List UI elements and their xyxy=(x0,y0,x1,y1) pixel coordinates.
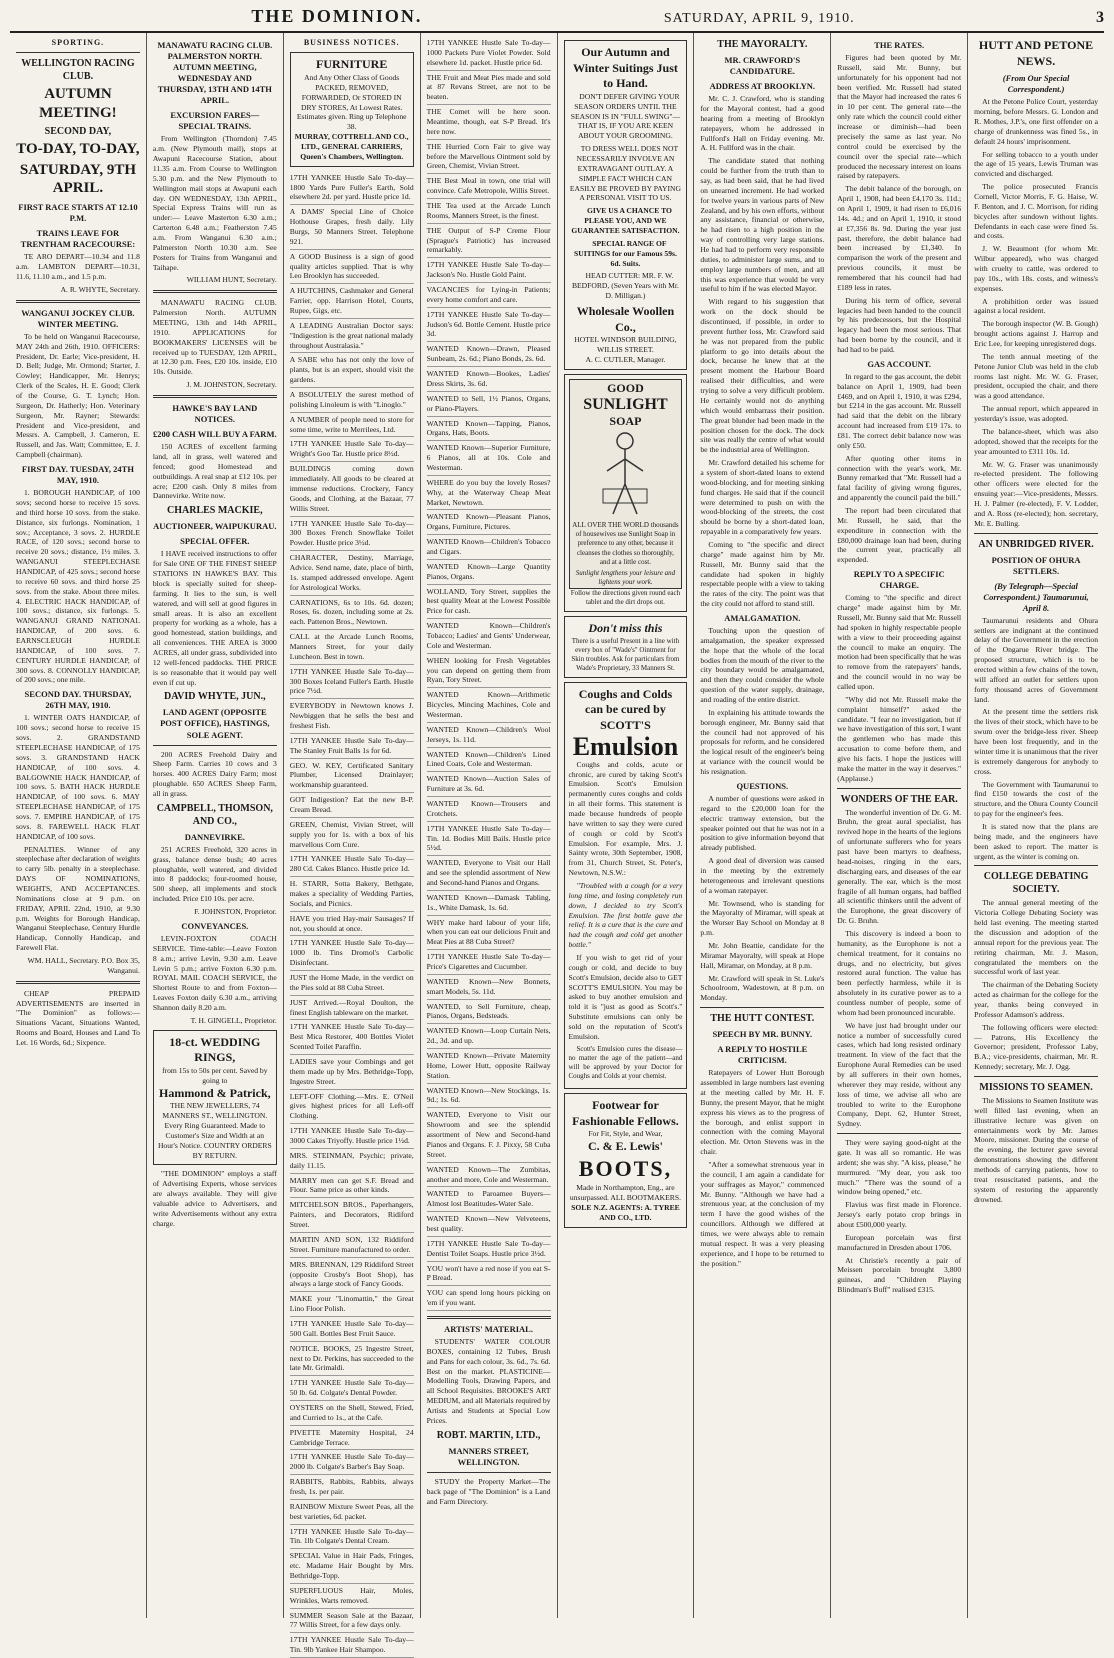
second-day-heading: SECOND DAY. THURSDAY, 26TH MAY, 1910. xyxy=(24,689,132,711)
woollen-co-manager: A. C. CUTLER, Manager. xyxy=(585,354,666,364)
trains-text: TE ARO DEPART—10.34 and 11.8 a.m. LAMBTON DEPART—10.31, 11.6, 11.10 a.m., and 1.5 p.m. xyxy=(16,252,140,282)
classified-ad: A LEADING Australian Doctor says: "Indigestion is the great national malady throughout Australasia." xyxy=(290,319,414,354)
paragraph: At Christie's recently a pair of Meissen porcelain brought 3,800 guineas, and "Children Playing Blindman's Buff" realised £315. xyxy=(837,1255,962,1295)
classified-ad: YOU won't have a red nose if you eat S-P Bread. xyxy=(427,1262,551,1287)
article-title: THE MAYORALTY. xyxy=(717,39,808,50)
paragraph: The annual report, which appeared in yesterday's issue, was adopted. xyxy=(974,404,1098,424)
classified-ad: THE Tea used at the Arcade Lunch Rooms, Manners Street, is the finest. xyxy=(427,199,551,224)
article-subtitle-2: ADDRESS AT BROOKLYN. xyxy=(709,81,816,92)
dominion-notice: "THE DOMINION" employs a staff of Advertising Experts, whose services are always available. They will give valuable advice to Advertisers, and write Advertisements without any extra charge. xyxy=(152,1169,277,1228)
article-subtitle: MR. CRAWFORD'S CANDIDATURE. xyxy=(724,55,801,77)
article-subtitle: SPEECH BY MR. BUNNY. xyxy=(712,1029,813,1040)
soap-good: GOOD xyxy=(607,380,644,395)
furniture-text: And Any Other Class of Goods PACKED, REMOVED, FORWARDED, Or STORED IN DRY STORES, At Lowest Rates. Estimates given. Ring up Telephone 38. xyxy=(296,72,407,132)
study-notice: STUDY the Property Market—The back page of "The Dominion" is a Land and Farm Directory. xyxy=(426,1476,551,1506)
article-title: COLLEGE DEBATING SOCIETY. xyxy=(983,871,1089,896)
paragraph: Mr. Crawford detailed his scheme for a system of short-dated loans to extend wood-blocking, and for meeting sinking fund charges. He said that if the council were determined to push on with the wood-blocking of the streets, the cost should be borne by a short-dated loan, repayable in a comparatively few years. xyxy=(700,458,825,537)
classified-ad: 17TH YANKEE Hustle Sale To-day—The Stanley Fruit Balls 1s for 6d. xyxy=(290,734,414,759)
woollen-co-name: Wholesale Woollen Co., xyxy=(576,303,675,334)
wades-text: There is a useful Present in a line with every box of "Wade's" Ointment for Skin troubles. Ask for particulars from Wade's Proprietary, 33 Manners St. xyxy=(571,636,680,672)
paragraph: J. W. Beaumont (for whom Mr. Wilbur appeared), who was charged with cruelty to cattle, was ordered to pay 10s., with 18s. costs, and witness's expenses. xyxy=(974,244,1098,293)
classified-ad: SUPERFLUOUS Hair, Moles, Wrinkles, Warts removed. xyxy=(290,1584,414,1609)
suitings-range: SPECIAL RANGE OF SUITINGS for our Famous 59s. 6d. Suits. xyxy=(573,238,677,268)
scotts-text-2: If you wish to get rid of your cough or cold, and decide to buy Scott's Emulsion, decide also to GET SCOTT'S EMULSION. You may be asked to buy another emulsion and told it is "just as good as Scott's." Substitute emulsions can only be sold on the reputation of Scott's Emulsion. xyxy=(568,953,683,1041)
classified-ad: A HUTCHINS, Cashmaker and General Farrier, opp. Harrison Hotel, Courts, Rupee, Gigs, etc. xyxy=(290,284,414,319)
paragraph: Mr. C. J. Crawford, who is standing for the Mayoral contest, had a good hearing from a meeting of Brooklyn ratepayers, whom he addressed in Fullford's Hall on Friday evening. Mr. A. H. Fullford was in the chair. xyxy=(700,94,825,153)
furniture-heading: FURNITURE xyxy=(316,57,388,72)
classified-ad: JUST Arrived.—Royal Doulton, the finest English tableware on the market. xyxy=(290,996,414,1021)
classified-ad: WHEN looking for Fresh Vegetables you can depend on getting them from Ryan, Tory Street. xyxy=(427,654,551,689)
classified-ad: A BSOLUTELY the surest method of polishing Linoleum is with "Linoglo." xyxy=(290,388,414,413)
washerwoman-icon xyxy=(595,429,655,519)
classified-ad: GREEN, Chemist, Vivian Street, will supply you for 1s. with a box of his marvellous Corn Cure. xyxy=(290,818,414,853)
second-day-races: 1. WINTER OATS HANDICAP, of 100 sovs.; second horse to receive 15 sovs. 2. GRANDSTAND STEEPLECHASE HANDICAP, of 175 sovs. 3. GRANDSTAND HACK HANDICAP, of 100 sovs. 4. BALGOWNIE HACK HANDICAP, of 100 sovs. 5. BATH HACK HURDLE HANDICAP, of 100 sovs. 6. MAY STEEPLECHASE HANDICAP, of 175 sovs. 7. EMPIRE HANDICAP, of 175 sovs. 8. FAREWELL HACK FLAT HANDICAP, of 100 sovs. xyxy=(16,713,140,841)
soap-brand: SUNLIGHT xyxy=(583,396,668,414)
classified-ad: 17TH YANKEE Hustle Sale To-day—Tin. 1lb Colgate's Dental Cream. xyxy=(290,1525,414,1550)
classified-ad: WANTED Known—New Stockings, 1s. 9d.; 1s. 6d. xyxy=(427,1084,551,1109)
paragraph: Mr. Crawford will speak in St. Luke's Schoolroom, Wadestown, at 8 p.m. on Monday. xyxy=(700,973,825,1003)
paragraph: The borough inspector (W. B. Gough) brought actions against J. Harrop and Eric Lee, for keeping unregistered dogs. xyxy=(974,319,1098,349)
paragraph: Coming to "the specific and direct charge" made against him by Mr. Russell, Mr. Bunny said that Mr. Russell had spoken in highly respectable people with a view to their proceeding against the council to make an enquiry. The motion had been specifically that he was to remove from the ratepayers' hands, and the council would in no way be called upon. xyxy=(837,593,962,692)
classified-ad: 17TH YANKEE Hustle Sale To-day—50 lb. 6d. Colgate's Dental Powder. xyxy=(290,1376,414,1401)
suitings-text-2: TO DRESS WELL DOES NOT NECESSARILY INVOLVE AN EXTRAVAGANT OUTLAY. A SIMPLE FACT WHICH CAN EASILY BE PROVED BY PAYING A PERSONAL VISIT TO US. xyxy=(569,144,682,203)
paragraph: The balance-sheet, which was also adopted, showed that the receipts for the year amounted to £311 10s. 1d. xyxy=(974,426,1098,456)
column-business-notices xyxy=(284,33,421,1655)
classified-ad: WANTED Known—Trousers and Crotchets. xyxy=(427,797,551,822)
classified-ad: EVERYBODY in Newtown knows J. Newbiggen that he sells the best and freshest Fish. xyxy=(290,699,414,734)
scotts-text: Coughs and colds, acute or chronic, are cured by taking Scott's Emulsion. Scott's Emulsion permanently cures coughs and colds in all their forms. This statement is made because hundreds of people have written to say they were cured of cough or cold by Scott's Emulsion. For example, Mrs. J. Sainty wrote, 30th September, 1908, from 31, Church Street, St. Peter's, Newtown, N.S.W.: xyxy=(568,759,683,878)
trains-heading: TRAINS LEAVE FOR TRENTHAM RACECOURSE: xyxy=(20,228,136,250)
wanganui-text: To be held on Wanganui Racecourse, MAY 24th and 26th, 1910. OFFICERS: President, Dr. Earle; Vice-president, H. D. Bell; Judge, Mr. Ormond; Starter, J. Cowley; Handicapper, Mr. Henrys; Clerk of the Scales, H. E. Good; Clerk of the Course, G. T. Lynch; Hon. Surgeon, Dr. Hatherly; Hon. Veterinary Surgeon, Mr. Rayner; Stewards: President and Vice-president, and Messrs. A. Campbell, J. Cameron, E. Russell, and Jas. Watt; Committee, E. J. Campbell (chairman). xyxy=(16,331,140,460)
classified-ad: 17TH YANKEE Hustle Sale To-day—Wright's Goo Tar. Hustle price 8½d. xyxy=(290,437,414,462)
lewis-boots-ad xyxy=(564,1093,688,1228)
paragraph: The following officers were elected:— Patrons, His Excellency the Governor; president, Professor Laby, B.A.; vice-presidents, chairman, Mr. R. Kennedy; secretary, Mr. J. Ogg. xyxy=(974,1022,1098,1072)
subheading: THE RATES. xyxy=(874,40,925,50)
soap-directions: Follow the directions given round each tablet and the dirt drops out. xyxy=(570,588,681,606)
divider xyxy=(700,1007,824,1008)
article-title: MISSIONS TO SEAMEN. xyxy=(979,1081,1093,1093)
column-rates-ear xyxy=(831,33,968,1618)
paragraph: They were saying good-night at the gate. It was all so romantic. He was ardent; she was shy. "A kiss, please," he murmured. "My dear, you ask too much." "There was the sound of a window being opened," etc. xyxy=(837,1138,962,1197)
first-day-races: 1. BOROUGH HANDICAP, of 100 sovs; second horse to receive 15 sovs. and third horse 10 sovs. from the stake. Distance, six furlongs. Nomination, 1 sov.; Acceptance, 3 sovs. 2. HURDLE RACE, of 120 sovs.; second horse to receive 20 sovs.; distance, 1½ miles. 3. WANGANUI STEEPLECHASE HANDICAP, of 425 sovs.; second horse to receive 60 sovs. and third horse 25 sovs. from the stake. About three miles. 4. ELECTRIC HACK HANDICAP, of 100 sovs.; distance, six furlongs. 5. WANGANUI GRAND NATIONAL HANDICAP, of 200 sovs. 6. EARNSCLEUGH HURDLE HANDICAP, of 100 sovs. 7. CENTURY HURDLE HANDICAP, of 300 sovs. 8. CONNOLLY HANDICAP, of 200 sovs.; one mile. xyxy=(16,488,140,685)
classified-ad: MITCHELSON BROS., Paperhangers, Painters, and Decorators, Ridiford Street. xyxy=(290,1198,414,1233)
classified-ad: THE Best Meal in town, one trial will convince. Cafe Metropole, Willis Street. xyxy=(427,174,551,199)
column-sporting xyxy=(10,33,147,1618)
classified-ad: WANTED Known—Bookes, Ladies' Dress Skirts, 3s. 6d. xyxy=(427,367,551,392)
boots-sub: For Fit, Style, and Wear, xyxy=(588,1129,663,1139)
paragraph: At the Petone Police Court, yesterday morning, before Messrs. G. London and R. Mothes, J.P.'s, one first offender on a charge of drunkenness was fined 5s., in default 24 hours' imprisonment. xyxy=(974,97,1098,146)
divider xyxy=(16,981,140,984)
paragraph: Coming to "the specific and direct charge" made against him by Mr. Russell, Mr. Bunny said that the candidate had spoken in highly respectable people with a view to taking the rates of the city. The point was that the city could not afford to stand still. xyxy=(700,539,825,609)
special-offer-heading: SPECIAL OFFER. xyxy=(180,536,250,547)
race-date: SATURDAY, 9TH APRIL. xyxy=(19,161,137,197)
classified-ad: MARRY men can get S.F. Bread and Flour. Same price as other kinds. xyxy=(290,1174,414,1199)
day-label: SECOND DAY, xyxy=(44,125,112,137)
classified-ad: 17TH YANKEE Hustle Sale To-day—Best Mica Restorer, 400 Bottles Violet Scented Toilet Paraffin. xyxy=(290,1020,414,1055)
classified-ad: A SABE who has not only the love of plants, but is an expert, should visit the gardens. xyxy=(290,353,414,388)
classified-ad: LEFT-OFF Clothing.—Mrs. E. O'Neil gives highest prices for all Left-off Clothing. xyxy=(290,1090,414,1125)
classified-ad: MARTIN AND SON, 132 Riddiford Street. Furniture manufactured to order. xyxy=(290,1233,414,1258)
divider xyxy=(16,52,140,53)
advertiser-name: ROBT. MARTIN, LTD., xyxy=(436,1429,541,1441)
column-mayoralty xyxy=(694,33,831,1618)
woollen-co-address: HOTEL WINDSOR BUILDING, WILLIS STREET. xyxy=(574,335,677,355)
newspaper-title: THE DOMINION. xyxy=(251,6,423,26)
classified-ad: WANTED Known—Superior Furniture, 6 Pianos, all at 10s. Cole and Westerman. xyxy=(427,441,551,476)
advertiser-name: DAVID WHYTE, JUN., xyxy=(164,691,266,703)
classified-ad: WOLLAND, Tory Street, supplies the best quality Meat at the Lowest Possible Price for cash. xyxy=(427,585,551,620)
paragraph: The wonderful invention of Dr. G. M. Bruhn, the great aural specialist, has revived hope in the hearts of the legions of unfortunate sufferers who for years past have been martyrs to deafness, head-noises, ringing in the ears, discharging ears, and diseases of the ear generally. The ear, which is the most fragile of all human organs, had baffled all scientific thinkers until the advent of the Europhone, the great discovery of Dr. G. Bruhn. xyxy=(837,807,962,926)
issue-date: SATURDAY, APRIL 9, 1910. xyxy=(663,11,855,26)
conveyances-heading: CONVEYANCES. xyxy=(181,920,249,931)
paragraph: At the present time the settlers risk the lives of their stock, which have to be swum over the bridge-less river. Sheep have been lost frequently, and in the winter time it is unanimous that the river is extremely dangerous for anybody to cross. xyxy=(974,707,1098,776)
divider xyxy=(16,300,140,303)
classified-ad: WANTED Known—Arithmetic Bicycles, Mincing Machines, Cole and Westerman. xyxy=(427,688,551,723)
today-label: TO-DAY, TO-DAY, xyxy=(16,140,140,157)
classified-ad: WANTED to Paroamee Buyers—Almost lost Beatitudes-Water Sale. xyxy=(427,1187,551,1212)
soap-text-2: Sunlight lengthens your leisure and lightens your work. xyxy=(575,568,676,586)
classified-ad: 17TH YANKEE Hustle Sale To-day—1000 Packets Pure Violet Powder. Sold elsewhere 1d. packet. Hustle price 6d. xyxy=(427,36,551,71)
article-subtitle: POSITION OF OHURA SETTLERS. xyxy=(991,554,1081,576)
divider xyxy=(837,1133,961,1134)
paragraph: In regard to the gas account, the debit balance on April 1, 1909, had been £469, and on April 1, 1910, it was £294, but £214 in the gas account. Mr. Russell had said that the debit on the library account had increased from £19 17s. to £81. The correct debit balance now was only £50. xyxy=(837,371,962,450)
advertiser-name: CAMPBELL, THOMSON, AND CO., xyxy=(156,802,273,827)
sunlight-soap-ad xyxy=(564,374,688,612)
classified-ad: NOTICE. BOOKS, 25 Ingestre Street, next to Dr. Perkins, has succeeded to the late Mr. Grimaldi. xyxy=(290,1342,414,1377)
article-title: THE HUTT CONTEST. xyxy=(710,1013,815,1025)
classified-ad: WHERE do you buy the lovely Roses? Why, at the Waterway Cheap Meat Market, Newtown. xyxy=(427,476,551,511)
classified-ad: SUMMER Season Sale at the Bazaar, 77 Willis Street, for a few days only. xyxy=(290,1609,414,1634)
advertiser-title: LAND AGENT (OPPOSITE POST OFFICE), HASTINGS, SOLE AGENT. xyxy=(160,707,270,740)
soap-text: ALL OVER THE WORLD thousands of housewives use Sunlight Soap in preference to any other, because it cleanses the clothes so thoroughly, and at a little cost. xyxy=(572,521,679,566)
advertiser-title: DANNEVIRKE. xyxy=(184,831,245,842)
column-classifieds xyxy=(421,33,558,1618)
classified-ad: 17TH YANKEE Hustle Sale To-day—1000 lb. Tins Dromol's Carbolic Disinfectant. xyxy=(290,936,414,971)
excursion-heading: EXCURSION FARES—SPECIAL TRAINS. xyxy=(170,110,260,132)
boots-agents: SOLE N.Z. AGENTS: A. TYREE AND CO., LTD. xyxy=(571,1203,680,1222)
suitings-guarantee: GIVE US A CHANCE TO PLEASE YOU, AND WE GUARANTEE SATISFACTION. xyxy=(571,206,680,235)
rings-from: from 15s to 50s per cent. Saved by going to xyxy=(162,1065,268,1085)
classified-ad: OYSTERS on the Shell, Stewed, Fried, and Curried to 1s., at the Cafe. xyxy=(290,1401,414,1426)
classified-ad: RABBITS, Rabbits, Rabbits, always fresh, 1s. per pair. xyxy=(290,1475,414,1500)
boots-headline: Footwear for Fashionable Fellows. xyxy=(572,1098,679,1128)
classified-ad: WANTED Known—New Velveteens, best quality. xyxy=(427,1212,551,1237)
article-title: WONDERS OF THE EAR. xyxy=(840,793,958,805)
soap-word: SOAP xyxy=(609,413,642,428)
column-display-ads xyxy=(558,33,695,1618)
meeting-title: AUTUMN MEETING! xyxy=(39,86,117,122)
classified-ad: YOU can spend long hours picking on 'em if you want. xyxy=(427,1286,551,1311)
divider xyxy=(974,1076,1098,1077)
classified-ad: WANTED to Sell, 1½ Pianos, Organs, or Piano-Players. xyxy=(427,392,551,417)
boots-made: Made in Northampton, Eng., are unsurpassed. ALL BOOTMAKERS. xyxy=(569,1183,681,1203)
classified-ad: 17TH YANKEE Hustle Sale To-day—Jackson's No. Hustle Gold Paint. xyxy=(427,258,551,283)
classified-ad: 17TH YANKEE Hustle Sale To-day—Tin. 9lb Yankee Hair Shampoo. xyxy=(290,1633,414,1658)
rings-footer: Every Ring Guaranteed. Made to Customer's Size and Width at an Hour's Notice. COUNTRY ORDERS BY RETURN. xyxy=(157,1120,272,1160)
divider xyxy=(974,533,1098,534)
signature: WM. HALL, Secretary. P.O. Box 35, Wanganui. xyxy=(27,956,140,975)
scotts-brand: Emulsion xyxy=(572,731,679,761)
classified-ad: 17TH YANKEE Hustle Sale To-day—1800 Yards Pure Fuller's Earth, Sold elsewhere 2d. per yard. Hustle price 1d. xyxy=(290,171,414,206)
artists-heading: ARTISTS' MATERIAL. xyxy=(444,1323,533,1334)
classified-ad: WHY make hard labour of your life, when you can eat our delicious Fruit and Meat Pies at 88 Cuba Street? xyxy=(427,916,551,951)
classified-ad: WANTED Known—Pleasant Pianos, Organs, Furniture, Pictures. xyxy=(427,510,551,535)
section-title: BUSINESS NOTICES. xyxy=(303,38,400,47)
column-racing-land xyxy=(147,33,284,1618)
classified-ad: 17TH YANKEE Hustle Sale To-day—Judson's 6d. Bottle Cement. Hustle price 3d. xyxy=(427,308,551,343)
classified-ad: WANTED Known—Large Quantity Pianos, Organs. xyxy=(427,560,551,585)
signature: F. JOHNSTON, Proprietor. xyxy=(194,907,277,917)
divider xyxy=(153,290,277,293)
signature: J. M. JOHNSTON, Secretary. xyxy=(186,380,277,390)
hawkes-heading: HAWKE'S BAY LAND NOTICES. xyxy=(172,403,258,425)
classified-ad: THE Output of S-P Creme Flour (Sprague's Patriotic) has increased remarkably. xyxy=(427,224,551,259)
paragraph: After quoting other items in connection with the year's work, Mr. Bunny remarked that "Mr. Russell had a fatal facility of giving wrong figures, and apparently the council paid the bill." xyxy=(837,453,962,503)
article-subtitle-2: A REPLY TO HOSTILE CRITICISM. xyxy=(717,1044,808,1066)
classified-ad: WANTED, Everyone to Visit our Showroom and see the splendid assortment of New and Second-hand Pianos and Organs. F. J. Pixxy, 58 Cuba Street. xyxy=(427,1108,551,1162)
scotts-headline: Coughs and Colds can be cured by SCOTT'S xyxy=(578,686,673,733)
rings-headline: 18-ct. WEDDING RINGS, xyxy=(169,1034,261,1065)
classified-ad: WANTED Known—Children's Lined Lined Coats, Cole and Westerman. xyxy=(427,748,551,773)
classified-ad: 17TH YANKEE Hustle Sale To-day—3000 Cakes Triyoffy. Hustle price 1½d. xyxy=(290,1124,414,1149)
classified-ad: THE Comet will be here soon. Meantime, though, eat S-P Bread. It's here now. xyxy=(427,105,551,140)
classified-ad: VACANCIES for Lying-in Patients; every home comfort and care. xyxy=(427,283,551,308)
article-dateline: (By Telegraph—Special Correspondent.) Taumarunui, April 8. xyxy=(983,580,1089,613)
classified-ad: CHARACTER, Destiny, Marriage, Advice. Send name, date, place of birth, 1s. stamped addressed envelope. Agent for Astrological Works. xyxy=(290,551,414,595)
jeweller-name: Hammond & Patrick, xyxy=(158,1085,271,1100)
scotts-text-3: Scott's Emulsion cures the disease—no matter the age of the patient—and will be approved by your Doctor for Coughs and Colds at your chemist. xyxy=(568,1044,683,1081)
classified-ad: BUILDINGS coming down immediately. All goods to be cleared at immense reductions. Crockery, Fancy Goods, and Clothing, at the Bazaar, 77 Willis Street. xyxy=(290,462,414,516)
paragraph: Mr. W. G. Fraser was unanimously re-elected president. The following other officers were elected for the ensuing year:—Vice-presidents, Messrs. H. J. Palmer (re-elected), F. V. Lodder, and A. Ross (re-elected); hon. secretary, Mr. E. Bulling. xyxy=(974,459,1098,528)
classified-ad: WANTED Known—Children's Wool Jerseys, 1s. 11d. xyxy=(427,723,551,748)
wades-headline: Don't miss this xyxy=(588,620,663,635)
article-title: HUTT AND PETONE NEWS. xyxy=(978,38,1094,68)
classified-ad: WANTED Known—Drawn, Pleased Sunbeam, 2s. 6d.; Piano Bonds, 2s. 6d. xyxy=(427,342,551,367)
paragraph: Mr. Townsend, who is standing for the Mayoralty of Miramar, will speak at the Worser Bay School on Monday at 8 p.m. xyxy=(700,898,825,938)
paragraph: It is stated now that the plans are being made, and the engineers have been asked to report. The matter is urgent, as the winter is coming on. xyxy=(974,821,1098,861)
classified-ad: A DAMS' Special Line of Choice Hothouse Grapes, fresh daily. Lily Burgs, 50 Manners Street. Telephone 921. xyxy=(290,205,414,249)
classified-ad: RAINBOW Mixture Sweet Peas, all the best varieties, 6d. packet. xyxy=(290,1500,414,1525)
paragraph: The chairman of the Debating Society acted as chairman for the college for the year, thanks being conveyed in Professor Adamson's address. xyxy=(974,980,1098,1019)
signature: T. H. GINGELL, Proprietor. xyxy=(190,1015,277,1025)
advertiser-title: AUCTIONEER, WAIPUKURAU. xyxy=(153,521,277,532)
column-local-news xyxy=(968,33,1104,1618)
paragraph: The Missions to Seamen Institute was well filled last evening, when an illustrative lecture was given on entertainments work by Mr. James Moore, missioner. During the course of the evening, the lecturer gave several demonstrations showing the different methods of carrying patients, how to treat resuscitated patients, and the system of restoring the apparently drowned. xyxy=(974,1095,1098,1204)
subheading: REPLY TO A SPECIFIC CHARGE. xyxy=(853,569,945,591)
paragraph: Flavius was first made in Florence. Jersey's early potato crop brings in about £500,000 yearly. xyxy=(837,1200,962,1229)
classified-ad: WANTED Known—Private Maternity Home, Lower Hutt, opposite Railway Station. xyxy=(427,1049,551,1084)
subheading: AMALGAMATION. xyxy=(724,612,801,623)
special-offer-text: I HAVE received instructions to offer for Sale ONE OF THE FINEST SHEEP STATIONS IN HAWKE'S BAY. This block is specially suited for sheep-farming. It lies to the sun, is well watered, and will sell at good figures in small areas. It is also an excellent property for working as a whole, has a good homestead, station buildings, and all conveniences. THE AREA is 3000 ACRES, all under grass, subdivided into 12 well-fenced paddocks. THE PRICE is so reasonable that it would pay well even if cut up. xyxy=(152,549,277,687)
classified-ad: 17TH YANKEE Hustle Sale To-day—280 Cd. Cakes Blanco. Hustle price 1d. xyxy=(290,852,414,877)
paragraph: Ratepayers of Lower Hutt Borough assembled in large numbers last evening at the meeting called by Mr. H. F. Bunny, the present Mayor, that he might express his views as to the progress of the borough, and enlist support in connection with the coming Mayoral election. Mr. Orton Stevens was in the chair. xyxy=(700,1068,825,1157)
classified-ad: CARNATIONS, 6s to 10s. 6d. dozen; Roses, 6s. dozen, including some at 2s. each. Pattenon Bros., Newtown. xyxy=(290,596,414,631)
wades-ad xyxy=(564,616,688,678)
divider xyxy=(153,745,277,746)
paragraph: The Government with Taumarunui to find £150 towards the cost of the structure, and the Ohura County Council to pay for the engineer's fees. xyxy=(974,779,1098,819)
classified-ad: WANTED Known—Tapping, Pianos, Organs, Hats, Boots. xyxy=(427,417,551,442)
classified-ad: H. STARR, Sotta Bakery, Bethgate, makes a speciality of Wedding Parties, Socials, and Picnics. xyxy=(290,877,414,912)
subheading: GAS ACCOUNT. xyxy=(867,358,931,369)
classified-ad: GEO. W. KEY, Certificated Sanitary Plumber, Licensed Drainlayer; workmanship guaranteed. xyxy=(290,759,414,794)
hawkes-subheading: £200 CASH WILL BUY A FARM. xyxy=(153,429,277,440)
suitings-headline: Our Autumn and Winter Suitings Just to Hand. xyxy=(572,45,678,91)
penalties-text: PENALTIES. Winner of any steeplechase after declaration of weights to carry 5lb. penalty in a steeplechase. DAYS OF NOMINATIONS, WEIGHTS, AND ACCEPTANCES. Nominations close at 9 p.m. on FRIDAY, APRIL 22nd, 1910, at 9.30 p.m. Weights for Borough Handicap, Wanganui Steeplechase, Century Hurdle Handicap, Connolly Handicap, and Farewell Flat. xyxy=(16,844,140,953)
jeweller-address: THE NEW JEWELLERS, 74 MANNERS ST., WELLINGTON. xyxy=(162,1101,268,1121)
scotts-quote: "Troubled with a cough for a very long time, and losing completely run down, I decided to try Scott's Emulsion. The first bottle gave the relief. It is a cure that is the cure and had the cough and cold get another bottle." xyxy=(568,880,683,950)
paragraph: The candidate stated that nothing could be further from the truth than to say, as had been said, that he had lived on unearned increment. He had worked for twelve years in various parts of New Zealand, and by his own efforts, without any assistance, financial or otherwise, he had risen to a high position in the way of controlling very large stations. He had had to perform very responsible duties, to administer large sums, and to employ large numbers of men, and all this was experience that would be very useful to him if he was elected Mayor. xyxy=(700,156,825,294)
classified-ad: A GOOD Business is a sign of good quality articles supplied. That is why Leo Brooklyn has succeeded. xyxy=(290,250,414,285)
paragraph: "After a somewhat strenuous year in the council, I am again a candidate for your suffrages as Mayor," commenced Mr. Bunny. "Although we have had a strenuous year, at the conclusion of my term I have the good wishes of the councillors. Although we differed at times, we were always able to remain mutual respect. It was a very pleasing experience, and I hope to be returned to the position." xyxy=(700,1160,825,1268)
advertiser-address: MANNERS STREET, WELLINGTON. xyxy=(448,1445,529,1467)
paragraph: The police prosecuted Francis Cornell, Victor Morris, F. G. Haise, W. F. Benton, and J. C. Morrison, for riding bicycles after sundown without lights. Defendants in each case were fined 5s. and costs. xyxy=(974,182,1098,241)
classified-ad: 17TH YANKEE Hustle Sale To-day—Tin. 1d. Bodies Mill Bails. Hustle price 5½d. xyxy=(427,822,551,857)
classified-ad: WANTED, to Sell Furniture, cheap, Pianos, Organs, Bedsteads. xyxy=(427,1000,551,1025)
boots-maker: C. & E. Lewis' xyxy=(587,1139,663,1154)
paragraph: Figures had been quoted by Mr. Russell, said Mr. Bunny, but unfortunately for his opponent had not been verified. Mr. Russell had stated that the Mayor had increased the rates 6 in 10 per cent. The general rate—the only rate which the council could either increase or diminish—had been precisely the same as last year. No control could be exercised by the council over the special rate—which produced the necessary interest on loans raised by ratepayers. xyxy=(837,53,962,181)
manawatu-heading: MANAWATU RACING CLUB. PALMERSTON NORTH. AUTUMN MEETING, WEDNESDAY AND THURSDAY, 13TH AND 14TH APRIL. xyxy=(157,40,273,106)
divider xyxy=(153,395,277,398)
classified-ad: LADIES save your Combings and get them made up by Mrs. Bethridge-Topp, Ingestre Street. xyxy=(290,1055,414,1090)
paragraph: We have just had brought under our notice a number of successfully cured cases, which had long resisted ordinary treatment. In view of the fact that the Europhone Aural Remedies can be used by all sufferers in their own homes, wherever they may reside, without any loss of time, we advise all who are troubled to write to the Europhone Company, Dept. 62, Hunter Street, Sydney. xyxy=(837,1020,962,1129)
divider xyxy=(837,788,961,789)
paragraph: A number of questions were asked in regard to the £20,000 loan for the electric tramway extension, but the speaker pointed out that he was not in a position to give information beyond that already published. xyxy=(700,793,825,853)
paragraph: The debit balance of the borough, on April 1, 1908, had been £4,170 3s. 11d.; on April 1, 1909, it had risen to £6,016 14s. 4d.; and on April 1, 1910, it stood at £7,356 8s. 9d. During the year just past, therefore, the debit balance had been increased by £1,340. In comparison the work of the present and previous councils, it must be remembered that his council had had £189 less in rates. xyxy=(837,184,962,292)
signature: WILLIAM HUNT, Secretary. xyxy=(186,275,277,285)
classified-ad: THE Hurried Corn Fair to give way before the Marvellous Ointment sold by Green, Chemist, Vivian Street. xyxy=(427,140,551,175)
paragraph: During his term of office, several legacies had been handed to the council by his predecessors, but the Hospital legacy had been the most serious. That had been borne by the council, and it had had to be paid. xyxy=(837,295,962,354)
classified-ad: WANTED Known—Children's Tobacco; Ladies' and Gents' Underwear, Cole and Westerman. xyxy=(427,619,551,654)
paragraph: Taumarunui residents and Ohura settlers are indignant at the continued delay of the Government in the erection of the Ongarue River bridge. The proposed structure, which is to be erected within a few chains of the town, will afford an outlet for settlers upon forty thousand acres of Government land. xyxy=(974,615,1098,704)
classified-list xyxy=(427,36,551,1311)
paragraph: In explaining his attitude towards the borough engineer, Mr. Bunny said that the council had not approved of his proposals for reform, and he considered the logical result of the engineer's being at variance with the council would be his resignation. xyxy=(700,707,825,777)
section-title: SPORTING. xyxy=(51,38,105,47)
classified-ad: SPECIAL Value in Hair Pads, Fringes, etc. Madame Hair Bought by Mrs. Bethridge-Topp. xyxy=(290,1549,414,1584)
article-subtitle: (From Our Special Correspondent.) xyxy=(1002,73,1070,95)
classified-ad: 17TH YANKEE Hustle Sale To-day—300 Boxes French Snowflake Toilet Powder. Hustle price 3½d. xyxy=(290,517,414,552)
page-number: 3 xyxy=(1095,9,1104,26)
classified-ad: THE Fruit and Meat Pies made and sold at 87 Revans Street, are not to be beaten. xyxy=(427,71,551,106)
paragraph: The annual general meeting of the Victoria College Debating Society was held last evening. The meeting started the discussion and adoption of the annual report for the previous year. The retiring chairman, Mr. J. Mason, congratulated the members on the successful work of last year. xyxy=(974,898,1098,977)
paragraph: European porcelain was first manufactured in Dresden about 1706. xyxy=(837,1232,962,1252)
classified-list xyxy=(290,171,414,1658)
classified-ad: MAKE your "Linomattin," the Great Lino Floor Polish. xyxy=(290,1292,414,1317)
classified-ad: GOT Indigestion? Eat the new B-P. Cream Bread. xyxy=(290,793,414,818)
classified-ad: JUST the Home Made, in the verdict on the Pies sold at 88 Cuba Street. xyxy=(290,971,414,996)
start-time: FIRST RACE STARTS AT 12.10 P.M. xyxy=(18,202,138,224)
classified-ad: A NUMBER of people need to store for some time, write to Merrilees, Ltd. xyxy=(290,413,414,438)
sunlight-illustration xyxy=(569,379,683,589)
classified-ad: WANTED, Everyone to Visit our Hall and see the splendid assortment of New and Second-hand Pianos and Organs. xyxy=(427,856,551,891)
divider xyxy=(427,1316,551,1319)
furniture-ad xyxy=(290,52,414,166)
excursion-text: From Wellington (Thorndon) 7.45 a.m. (New Plymouth mail), stops at Awapuni Racecourse Station, about 11.35 a.m. From Course to Wellington 5.30 p.m. and the New Plymouth to Wellington mail stops at Awapuni each day. ON WEDNESDAY, 13th APRIL, Special Express Trains will run as under:— Leave Masterton 6.30 a.m.; Carterton 6.48 a.m.; Featherston 7.45 a.m. From Wanganui 6.30 a.m.; Palmerston North 10.30 a.m. See Posters for Trains from Wanganui and Taihape. xyxy=(152,134,277,272)
masthead xyxy=(10,6,1104,33)
wedding-rings-ad xyxy=(153,1030,277,1166)
wanganui-heading: WANGANUI JOCKEY CLUB. WINTER MEETING. xyxy=(21,307,135,329)
manawatu-licenses: MANAWATU RACING CLUB. Palmerston North. AUTUMN MEETING, 13th and 14th APRIL, 1910. APPLICATIONS for BOOKMAKERS' LICENSES will be received up to TUESDAY, 12th APRIL, at 12.30 p.m. Fees, £20 10s. inside, £10 10s. Outside. xyxy=(152,298,277,377)
classified-ad: 17TH YANKEE Hustle Sale To-day—Price's Cigarettes and Cucumber. xyxy=(427,950,551,975)
classified-ad: CALL at the Arcade Lunch Rooms, Manners Street, for your daily Luncheon. Best in town. xyxy=(290,630,414,665)
classified-ad: 17TH YANKEE Hustle Sale To-day—300 Boxes Iceland Fuller's Earth. Hustle price 7½d. xyxy=(290,665,414,700)
columns xyxy=(10,33,1104,1655)
classified-ad: WANTED Known—New Bonnets, smart Models, 5s. 11d. xyxy=(427,975,551,1000)
artists-text: STUDENTS' WATER COLOUR BOXES, containing 12 Tubes, Brush and Pans for each colour, 3s. 6d., 7s. 6d. Best on the market. PLASTICINE—Modelling Tools, Drawing Papers, and all School Requisites. BROOKE'S ART MEDIUM, and all Materials required by Artists and Students at Special Low Prices. xyxy=(426,1337,551,1425)
conveyances-text: LEVIN-FOXTON COACH SERVICE. Time-table:—Leave Foxton 8 a.m.; arrive Levin, 9.30 a.m. Leave Levin 5 p.m.; arrive Foxton 6.30 p.m. ROYAL MAIL COACH SERVICE, the Shortest Route to and from Foxton—Leaves Foxton daily 6.30 a.m., arriving Shannon daily 8.20 a.m. xyxy=(152,933,277,1012)
divider xyxy=(427,1472,551,1473)
paragraph: A good deal of diversion was caused in the meeting by the extremely heterogeneous and irrelevant questions of a woman ratepayer. xyxy=(700,856,825,895)
divider xyxy=(974,865,1098,866)
classified-ad: WANTED Known—The Zumbitas, another and more, Cole and Westerman. xyxy=(427,1163,551,1188)
article-title: AN UNBRIDGED RIVER. xyxy=(978,538,1094,550)
paragraph: With regard to his suggestion that work on the dock should be discontinued, if possible, in order to prevent further loss, Mr. Crawford said he was not prepared from the public platform to go into details about the dock, because he knew that at the present moment the Harbour Board realised their difficulties, and were trying to solve a very difficult problem. He certainly would not do anything which would embarrass their position. The great blunder had been made in the position chosen for the dock. The dock site was really the centre of what would be the industrial area of Wellington. xyxy=(700,297,825,455)
boots-word: BOOTS, xyxy=(578,1155,673,1181)
paragraph: This discovery is indeed a boon to humanity, as the Europhone is not a chemical treatment, for it contains no drugs, and no electricity, but gives restored aural function. The value has been perfectly harmless, while it is absolutely in its curative power as to a countless number of people, some of whom had been pronounced incurable. xyxy=(837,928,962,1017)
advertiser-name: CHARLES MACKIE, xyxy=(167,505,263,517)
classified-ad: 17TH YANKEE Hustle Sale To-day—500 Gall. Bottles Best Fruit Sauce. xyxy=(290,1317,414,1342)
paragraph: The report had been circulated that Mr. Russell, he said, that the expenditure in connection with the £80,000 drainage loan had been, during the current year, practically all expended. xyxy=(837,506,962,565)
signature: A. R. WHYTE, Secretary. xyxy=(60,284,140,294)
suitings-ad xyxy=(564,40,688,370)
acres-text-2: 251 ACRES Freehold, 320 acres in grass, balance dense bush; 40 acres ploughable, well watered, and divided into 8 paddocks; four-roomed house, 500 sheep, all implements and stock included. Price £10 10s. per acre. xyxy=(152,844,277,904)
subheading: QUESTIONS. xyxy=(736,780,789,791)
paragraph: A prohibition order was issued against a local resident. xyxy=(974,296,1098,316)
paragraph: Touching upon the question of amalgamation, the speaker expressed the hope that the whole of the local bodies from the mouth of the river to the city boundary would be amalgamated, and then they could consider the whole question of the water supply, drainage, and roading of the entire district. xyxy=(700,626,825,705)
classified-ad: MRS. BRENNAN, 129 Riddiford Street (opposite Crosby's Boot Shop), has always a large stock of Fancy Goods. xyxy=(290,1258,414,1293)
classified-ad: PIVETTE Maternity Hospital, 24 Cambridge Terrace. xyxy=(290,1426,414,1451)
paragraph: Mr. John Beattie, candidate for the Miramar Mayoralty, will speak at Hope Hall, Miramar, on Monday, at 8 p.m. xyxy=(700,940,825,970)
cheap-ads-text: CHEAP PREPAID ADVERTISEMENTS are inserted in "The Dominion" as follows:— Situations Vacant, Situations Wanted, Rooms and Board, Houses and Land To Let. 16 Words, 6d.; Sixpence. xyxy=(16,988,140,1048)
classified-ad: WANTED Known—Damask Tabling, 1s., White Damask, 1s. 6d. xyxy=(427,891,551,916)
classified-ad: HAVE you tried Hay-mair Sausages? If not, you should at once. xyxy=(290,912,414,937)
classified-ad: WANTED Known—Children's Tobacco and Cigars. xyxy=(427,535,551,560)
acres-text: 200 ACRES Freehold Dairy and Sheep Farm. Carries 10 cows and 3 horses. 400 ACRES Dairy Farm; most ploughable. 650 ACRES Sheep Farm, all in grass. xyxy=(152,749,277,798)
classified-ad: 17TH YANKEE Hustle Sale To-day—2000 lb. Colgate's Barber's Bay Soap. xyxy=(290,1450,414,1475)
classified-ad: WANTED Known—Loop Curtain Nets, 2d., 3d. and up. xyxy=(427,1024,551,1049)
hawkes-text: 150 ACRES of excellent farming land, all in grass, well watered and fenced; good Homestead and outbuildings. A real snap at £12 10s. per acre; £200 cash. Only 8 miles from Dannevirke. Write now. xyxy=(152,442,277,501)
paragraph: For selling tobacco to a youth under the age of 15 years, Lewis Truman was convicted and discharged. xyxy=(974,149,1098,179)
scotts-emulsion-ad xyxy=(564,682,688,1089)
paragraph: The tenth annual meeting of the Petone Junior Club was held in the club rooms last night. Mr. W. G. Fraser, president, occupied the chair, and there was a good attendance. xyxy=(974,351,1098,401)
classified-ad: 17TH YANKEE Hustle Sale To-day—Dentist Toilet Soaps. Hustle price 3½d. xyxy=(427,1237,551,1262)
suitings-text: DON'T DEFER GIVING YOUR SEASON ORDERS UNTIL THE SEASON IS IN "FULL SWING"—THAT IS, IF YOU ARE KEEN ABOUT YOUR GROOMING. xyxy=(570,91,681,141)
furniture-firm: MURRAY, COTTRELL AND CO., LTD., GENERAL CARRIERS, Queen's Chambers, Wellington. xyxy=(294,132,409,161)
classified-ad: MRS. STEINMAN, Psychic; private, daily 11.15. xyxy=(290,1149,414,1174)
club-name: WELLINGTON RACING CLUB. xyxy=(21,58,135,83)
paragraph: "Why did not Mr. Russell make the complaint himself?" asked the candidate. "I fear no investigation, but if we have investigation of this sort, I want the gentlemen who has made this accusation to come before them, and give his facts. I hope the justices will make the matter in the way it deserves." (Applause.) xyxy=(837,694,962,783)
classified-ad: WANTED Known—Auction Sales of Furniture at 3s. 6d. xyxy=(427,772,551,797)
suitings-cutter: HEAD CUTTER: MR. F. W. BEDFORD, (Seven Years with Mr. D. Milligan.) xyxy=(571,271,679,301)
first-day-heading: FIRST DAY. TUESDAY, 24TH MAY, 1910. xyxy=(21,464,134,486)
